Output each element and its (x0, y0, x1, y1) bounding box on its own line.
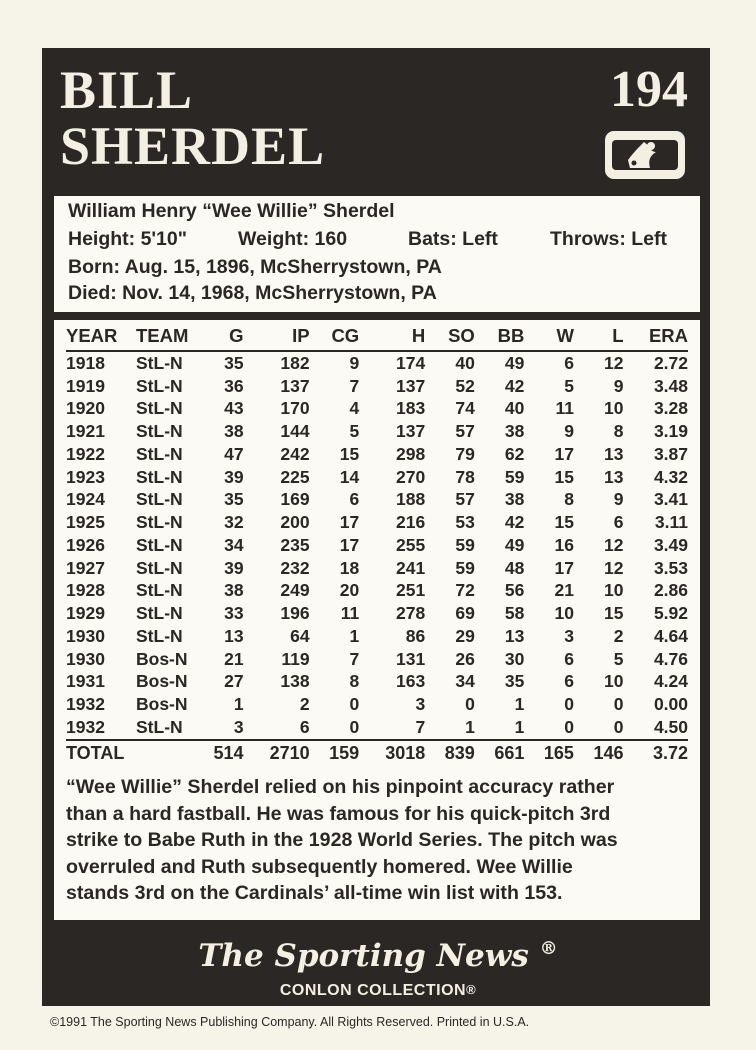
cell-year: 1924 (66, 489, 105, 510)
cell-year: 1932 (66, 694, 105, 715)
cell-bb: 30 (504, 648, 525, 669)
cell-ip: 249 (280, 580, 310, 601)
cell-era: 3.28 (653, 398, 688, 419)
cell-era: 2.72 (653, 352, 688, 373)
cell-cg: 0 (349, 716, 360, 737)
cell-cg: 14 (339, 466, 360, 487)
cell-era: 4.24 (653, 671, 688, 692)
cell-l: 2 (613, 625, 624, 646)
cell-year: 1921 (66, 421, 105, 442)
cell-g: 1 (233, 694, 244, 715)
cell-g: 34 (224, 534, 244, 555)
table-row (66, 557, 688, 580)
cell-team: StL-N (136, 398, 183, 419)
cell-w: 10 (554, 603, 574, 624)
cell-era: 3.41 (653, 489, 688, 510)
cell-g: 35 (224, 352, 244, 373)
cell-bb: 35 (504, 671, 525, 692)
cell-ip: 137 (280, 375, 310, 396)
cell-cg: 17 (339, 512, 360, 533)
table-row (66, 351, 688, 375)
cell-l: 5 (613, 648, 624, 669)
cell-bb: 1 (514, 694, 525, 715)
died: Died: Nov. 14, 1968, McSherrystown, PA (68, 282, 437, 304)
cell-cg: 7 (349, 648, 360, 669)
cell-ip: 232 (280, 557, 310, 578)
cell-ip: 169 (280, 489, 310, 510)
cell-g: 36 (224, 375, 244, 396)
cell-w: 16 (554, 534, 574, 555)
cell-l: 9 (613, 489, 624, 510)
table-row (66, 693, 688, 716)
cell-so: 53 (455, 512, 475, 533)
blurb-line: overruled and Ruth subsequently homered. Wee Willie (66, 855, 573, 878)
cell-cg: 4 (349, 398, 360, 419)
header-ip: IP (244, 322, 310, 351)
cell-cg: 15 (339, 443, 360, 464)
collection-label (0, 982, 756, 1000)
header-bb: BB (475, 322, 525, 351)
header-cg: CG (310, 322, 360, 351)
cell-cg: 18 (339, 557, 360, 578)
cell-team: StL-N (136, 375, 183, 396)
total-cg: 159 (310, 740, 360, 767)
cell-bb: 62 (504, 443, 525, 464)
born: Born: Aug. 15, 1896, McSherrystown, PA (68, 256, 442, 278)
cell-w: 0 (564, 716, 574, 737)
cell-h: 216 (396, 512, 426, 533)
cell-era: 0.00 (653, 694, 688, 715)
total-h: 3018 (359, 740, 425, 767)
cell-team: StL-N (136, 466, 183, 487)
cell-h: 270 (396, 466, 426, 487)
cell-team: StL-N (136, 557, 183, 578)
total-g: 514 (194, 740, 244, 767)
cell-w: 15 (554, 466, 574, 487)
cell-w: 6 (564, 671, 574, 692)
blurb-line: strike to Babe Ruth in the 1928 World Series. The pitch was (66, 829, 618, 851)
cell-l: 10 (604, 580, 624, 601)
cell-g: 47 (224, 443, 244, 464)
cell-era: 4.50 (653, 716, 688, 737)
table-row (66, 625, 688, 648)
header-era: ERA (624, 322, 689, 351)
brand-name: The Sporting News (198, 938, 529, 974)
cell-ip: 235 (280, 534, 310, 555)
table-row (66, 511, 688, 534)
cell-bb: 58 (504, 603, 525, 624)
cell-so: 40 (455, 352, 475, 373)
cell-w: 3 (564, 625, 574, 646)
registered-mark: ® (539, 938, 558, 959)
header-g: G (194, 322, 244, 351)
cell-era: 3.87 (653, 443, 688, 464)
header-h: H (359, 322, 425, 351)
cell-cg: 17 (339, 534, 360, 555)
cell-bb: 1 (514, 716, 525, 737)
weight: Weight: 160 (238, 228, 348, 250)
bio-blurb (66, 774, 690, 907)
cell-w: 6 (564, 648, 574, 669)
cell-cg: 9 (349, 352, 360, 373)
total-team (136, 740, 194, 767)
cell-cg: 8 (349, 671, 360, 692)
collection-name: CONLON COLLECTION (279, 982, 467, 999)
cell-team: StL-N (136, 421, 183, 442)
cell-ip: 200 (280, 512, 310, 533)
table-row (66, 580, 688, 603)
cell-l: 9 (613, 375, 624, 396)
cell-era: 3.48 (653, 375, 688, 396)
cell-so: 1 (465, 716, 475, 737)
cell-year: 1927 (66, 557, 105, 578)
cell-year: 1925 (66, 512, 105, 533)
cell-year: 1928 (66, 580, 105, 601)
cell-h: 86 (405, 625, 426, 646)
cell-w: 17 (554, 557, 574, 578)
cell-h: 131 (396, 648, 426, 669)
table-row (66, 671, 688, 694)
cell-cg: 7 (349, 375, 360, 396)
cell-bb: 49 (504, 534, 525, 555)
cell-h: 163 (396, 671, 426, 692)
cell-w: 11 (555, 398, 574, 419)
cell-era: 3.11 (654, 512, 688, 533)
cell-team: StL-N (136, 512, 183, 533)
cell-l: 13 (604, 443, 624, 464)
cell-team: Bos-N (136, 671, 188, 692)
bio-panel (54, 196, 700, 312)
cell-year: 1929 (66, 603, 105, 624)
table-row (66, 648, 688, 671)
cell-bb: 42 (504, 375, 525, 396)
table-row (66, 534, 688, 557)
cell-so: 26 (455, 648, 475, 669)
cell-year: 1920 (66, 398, 105, 419)
blurb-line: “Wee Willie” Sherdel relied on his pinpoint accuracy rather (66, 776, 615, 798)
cell-l: 8 (613, 421, 624, 442)
cell-so: 59 (455, 557, 475, 578)
cell-so: 52 (455, 375, 475, 396)
total-l: 146 (574, 740, 624, 767)
cell-so: 59 (455, 534, 475, 555)
cell-g: 38 (224, 421, 244, 442)
cell-so: 74 (455, 398, 475, 419)
header-w: W (524, 322, 574, 351)
cell-h: 3 (415, 694, 426, 715)
cell-w: 6 (564, 352, 574, 373)
cell-ip: 182 (280, 352, 310, 373)
cell-cg: 1 (349, 625, 360, 646)
cell-year: 1931 (66, 671, 105, 692)
cell-h: 7 (415, 716, 426, 737)
cell-era: 4.64 (653, 625, 688, 646)
total-label: TOTAL (66, 740, 136, 767)
cell-h: 188 (396, 489, 426, 510)
mlb-logo-icon (604, 130, 686, 180)
table-row (66, 466, 688, 489)
cell-h: 251 (396, 580, 426, 601)
header-year: YEAR (66, 322, 136, 351)
cell-so: 0 (465, 694, 475, 715)
cell-g: 39 (224, 557, 244, 578)
cell-year: 1930 (66, 625, 105, 646)
cell-cg: 0 (349, 694, 360, 715)
cell-so: 57 (455, 489, 475, 510)
cell-ip: 138 (280, 671, 310, 692)
header-l: L (574, 322, 624, 351)
cell-g: 3 (233, 716, 244, 737)
stats-panel (54, 320, 700, 920)
cell-so: 72 (455, 580, 475, 601)
cell-era: 4.76 (653, 648, 688, 669)
cell-w: 21 (554, 580, 574, 601)
cell-year: 1932 (66, 716, 105, 737)
cell-year: 1923 (66, 466, 105, 487)
cell-h: 241 (396, 557, 426, 578)
cell-l: 12 (604, 352, 624, 373)
player-name (60, 62, 325, 174)
cell-w: 15 (554, 512, 574, 533)
cell-era: 5.92 (653, 603, 688, 624)
blurb-line: stands 3rd on the Cardinals’ all-time win list with 153. (66, 882, 563, 904)
cell-l: 0 (613, 694, 624, 715)
cell-l: 0 (613, 716, 624, 737)
total-era: 3.72 (624, 740, 689, 767)
cell-w: 5 (564, 375, 574, 396)
cell-g: 35 (224, 489, 244, 510)
cell-ip: 144 (280, 421, 310, 442)
cell-g: 33 (224, 603, 244, 624)
cell-h: 278 (396, 603, 426, 624)
cell-era: 2.86 (653, 580, 688, 601)
cell-era: 4.32 (653, 466, 688, 487)
cell-era: 3.53 (653, 557, 688, 578)
cell-so: 34 (455, 671, 475, 692)
bats: Bats: Left (408, 228, 498, 250)
cell-w: 17 (554, 443, 574, 464)
total-bb: 661 (475, 740, 525, 767)
cell-ip: 196 (280, 603, 310, 624)
cell-l: 10 (604, 398, 624, 419)
cell-bb: 13 (504, 625, 525, 646)
cell-year: 1919 (66, 375, 105, 396)
cell-g: 32 (224, 512, 244, 533)
cell-team: StL-N (136, 580, 183, 601)
stats-header-row (66, 322, 688, 351)
cell-so: 79 (455, 443, 475, 464)
stats-table (66, 322, 688, 767)
cell-team: Bos-N (136, 694, 188, 715)
cell-g: 13 (224, 625, 244, 646)
cell-g: 21 (224, 648, 244, 669)
full-name: William Henry “Wee Willie” Sherdel (68, 200, 395, 222)
cell-year: 1930 (66, 648, 105, 669)
cell-ip: 225 (280, 466, 310, 487)
cell-team: StL-N (136, 534, 183, 555)
cell-ip: 170 (280, 398, 310, 419)
table-row (66, 443, 688, 466)
cell-team: StL-N (136, 443, 183, 464)
cell-g: 27 (224, 671, 244, 692)
cell-team: StL-N (136, 625, 183, 646)
cell-l: 12 (604, 534, 624, 555)
cell-bb: 42 (504, 512, 525, 533)
stats-total-row (66, 740, 688, 767)
table-row (66, 489, 688, 512)
table-row (66, 602, 688, 625)
cell-so: 69 (455, 603, 475, 624)
cell-bb: 59 (504, 466, 525, 487)
table-row (66, 375, 688, 398)
cell-year: 1922 (66, 443, 105, 464)
cell-h: 298 (396, 443, 426, 464)
blurb-line: than a hard fastball. He was famous for his quick-pitch 3rd (66, 802, 611, 825)
cell-bb: 38 (504, 421, 525, 442)
cell-l: 10 (604, 671, 624, 692)
total-w: 165 (524, 740, 574, 767)
cell-ip: 64 (290, 625, 310, 646)
cell-team: StL-N (136, 352, 183, 373)
cell-ip: 6 (299, 716, 310, 737)
header-team: TEAM (136, 322, 194, 351)
cell-cg: 5 (349, 421, 360, 442)
cell-g: 43 (224, 398, 244, 419)
total-ip: 2710 (244, 740, 310, 767)
cell-bb: 49 (504, 352, 525, 373)
last-name: SHERDEL (60, 116, 326, 176)
cell-team: Bos-N (136, 648, 188, 669)
cell-l: 15 (604, 603, 624, 624)
cell-cg: 11 (340, 603, 360, 624)
cell-l: 6 (613, 512, 624, 533)
cell-era: 3.19 (653, 421, 688, 442)
cell-l: 12 (604, 557, 624, 578)
height: Height: 5'10" (68, 228, 187, 250)
cell-g: 38 (224, 580, 244, 601)
cell-g: 39 (224, 466, 244, 487)
cell-h: 137 (396, 421, 426, 442)
cell-h: 174 (396, 352, 426, 373)
cell-w: 9 (564, 421, 574, 442)
cell-team: StL-N (136, 716, 183, 737)
cell-year: 1926 (66, 534, 105, 555)
cell-ip: 119 (281, 648, 310, 669)
cell-so: 78 (455, 466, 475, 487)
cell-bb: 48 (504, 557, 525, 578)
registered-mark: ® (466, 982, 477, 997)
cell-so: 57 (455, 421, 475, 442)
cell-w: 8 (564, 489, 574, 510)
card-number: 194 (610, 61, 688, 118)
cell-l: 13 (604, 466, 624, 487)
table-row (66, 420, 688, 443)
cell-h: 183 (396, 398, 426, 419)
sporting-news-logo (0, 938, 756, 974)
cell-cg: 6 (349, 489, 360, 510)
cell-so: 29 (455, 625, 475, 646)
table-row (66, 398, 688, 421)
cell-ip: 2 (299, 694, 310, 715)
cell-bb: 38 (504, 489, 525, 510)
cell-cg: 20 (339, 580, 360, 601)
throws: Throws: Left (550, 228, 667, 250)
first-name: BILL (60, 60, 194, 120)
cell-era: 3.49 (653, 534, 688, 555)
cell-team: StL-N (136, 489, 183, 510)
cell-ip: 242 (280, 443, 310, 464)
table-row (66, 716, 688, 740)
cell-bb: 56 (504, 580, 525, 601)
cell-h: 255 (396, 534, 426, 555)
cell-year: 1918 (66, 352, 105, 373)
cell-bb: 40 (504, 398, 525, 419)
header-so: SO (425, 322, 475, 351)
cell-h: 137 (396, 375, 426, 396)
cell-w: 0 (564, 694, 574, 715)
copyright-text: ©1991 The Sporting News Publishing Company. All Rights Reserved. Printed in U.S.A. (50, 1015, 530, 1029)
cell-team: StL-N (136, 603, 183, 624)
total-so: 839 (425, 740, 475, 767)
